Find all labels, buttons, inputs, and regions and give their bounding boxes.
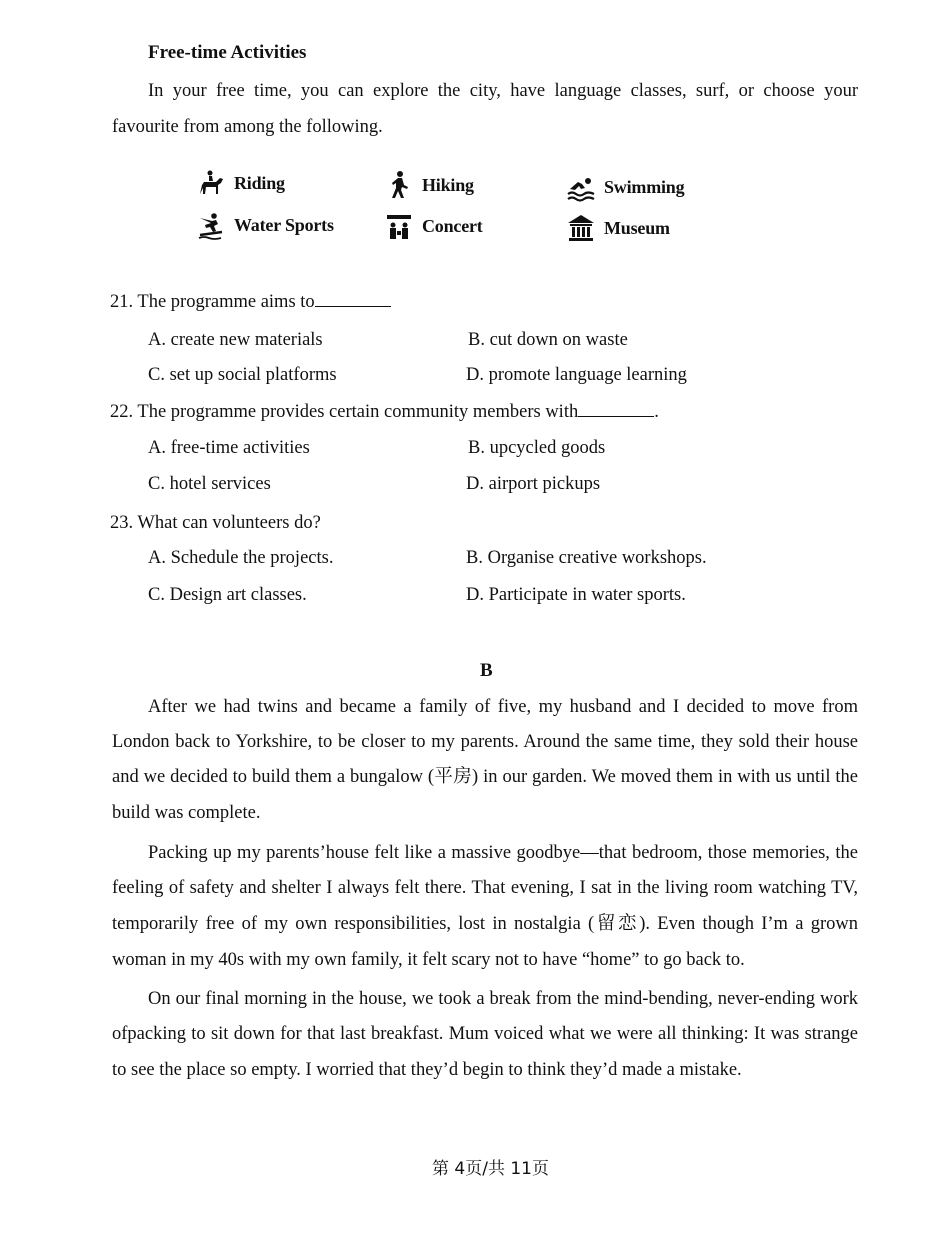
activity-water-sports bbox=[196, 210, 334, 240]
question-number: 22. bbox=[110, 402, 134, 422]
passage-line: to see the place so empty. I worried that they’d begin to think they’d made a mistake. bbox=[112, 1060, 742, 1080]
option-a[interactable]: A. Schedule the projects. bbox=[148, 548, 334, 568]
activity-label: Riding bbox=[234, 172, 285, 193]
answer-blank bbox=[578, 415, 654, 417]
passage-line: temporarily free of my own responsibilities, lost in nostalgia (留恋). Even though I’m a grown bbox=[112, 914, 858, 934]
question-stem: The programme aims to bbox=[137, 292, 315, 312]
activity-label: Concert bbox=[422, 215, 483, 236]
question-number: 21. bbox=[110, 292, 134, 312]
passage-line: On our final morning in the house, we took a break from the mind-bending, never-ending work bbox=[148, 989, 858, 1009]
question-number: 23. bbox=[110, 513, 134, 533]
answer-blank bbox=[315, 305, 391, 307]
option-d[interactable]: D. Participate in water sports. bbox=[466, 585, 686, 605]
activity-label: Museum bbox=[604, 217, 670, 238]
activity-hiking bbox=[384, 170, 474, 200]
option-c[interactable]: C. Design art classes. bbox=[148, 585, 307, 605]
activity-concert bbox=[384, 211, 483, 241]
question-23 bbox=[110, 513, 321, 534]
option-c[interactable]: C. hotel services bbox=[148, 474, 271, 494]
passage-line: ofpacking to sit down for that last breakfast. Mum voiced what we were all thinking: It was strange bbox=[112, 1024, 858, 1044]
option-d[interactable]: D. promote language learning bbox=[466, 365, 687, 385]
option-b[interactable]: B. cut down on waste bbox=[468, 330, 628, 350]
section-heading: Free-time Activities bbox=[148, 42, 307, 63]
intro-line-1: In your free time, you can explore the city, have language classes, surf, or choose your bbox=[148, 81, 858, 101]
option-a[interactable]: A. create new materials bbox=[148, 330, 323, 350]
museum-icon bbox=[566, 213, 596, 243]
passage-line: feeling of safety and shelter I always felt there. That evening, I sat in the living room watching TV, bbox=[112, 878, 858, 898]
option-a[interactable]: A. free-time activities bbox=[148, 438, 310, 458]
water-skier-icon bbox=[196, 210, 226, 240]
passage-line: woman in my 40s with my own family, it felt scary not to have “home” to go back to. bbox=[112, 950, 745, 970]
question-22 bbox=[110, 402, 659, 423]
section-b-heading: B bbox=[480, 660, 493, 681]
page-number: 第 4页/共 11页 bbox=[432, 1159, 549, 1179]
option-d[interactable]: D. airport pickups bbox=[466, 474, 601, 494]
activity-label: Hiking bbox=[422, 174, 474, 195]
activity-swimming bbox=[566, 172, 684, 202]
passage-line: Packing up my parents’house felt like a massive goodbye—that bedroom, those memories, the bbox=[148, 843, 858, 863]
option-b[interactable]: B. upcycled goods bbox=[468, 438, 606, 458]
option-b[interactable]: B. Organise creative workshops. bbox=[466, 548, 707, 568]
question-21 bbox=[110, 292, 391, 313]
option-c[interactable]: C. set up social platforms bbox=[148, 365, 337, 385]
passage-line: build was complete. bbox=[112, 803, 261, 823]
activity-riding bbox=[196, 168, 285, 198]
passage-line: After we had twins and became a family of five, my husband and I decided to move from bbox=[148, 697, 858, 717]
swimmer-icon bbox=[566, 172, 596, 202]
question-end: . bbox=[654, 402, 659, 422]
activity-museum bbox=[566, 213, 670, 243]
activity-label: Swimming bbox=[604, 176, 685, 197]
question-stem: The programme provides certain community members with bbox=[137, 402, 579, 422]
passage-line: and we decided to build them a bungalow (平房) in our garden. We moved them in with us until the bbox=[112, 767, 858, 787]
passage-line: London back to Yorkshire, to be closer to my parents. Around the same time, they sold their house bbox=[112, 732, 858, 752]
horse-rider-icon bbox=[196, 168, 226, 198]
question-stem: What can volunteers do? bbox=[137, 513, 321, 533]
concert-icon bbox=[384, 211, 414, 241]
activity-label: Water Sports bbox=[234, 214, 334, 235]
hiker-icon bbox=[384, 170, 414, 200]
intro-line-2: favourite from among the following. bbox=[112, 117, 383, 137]
